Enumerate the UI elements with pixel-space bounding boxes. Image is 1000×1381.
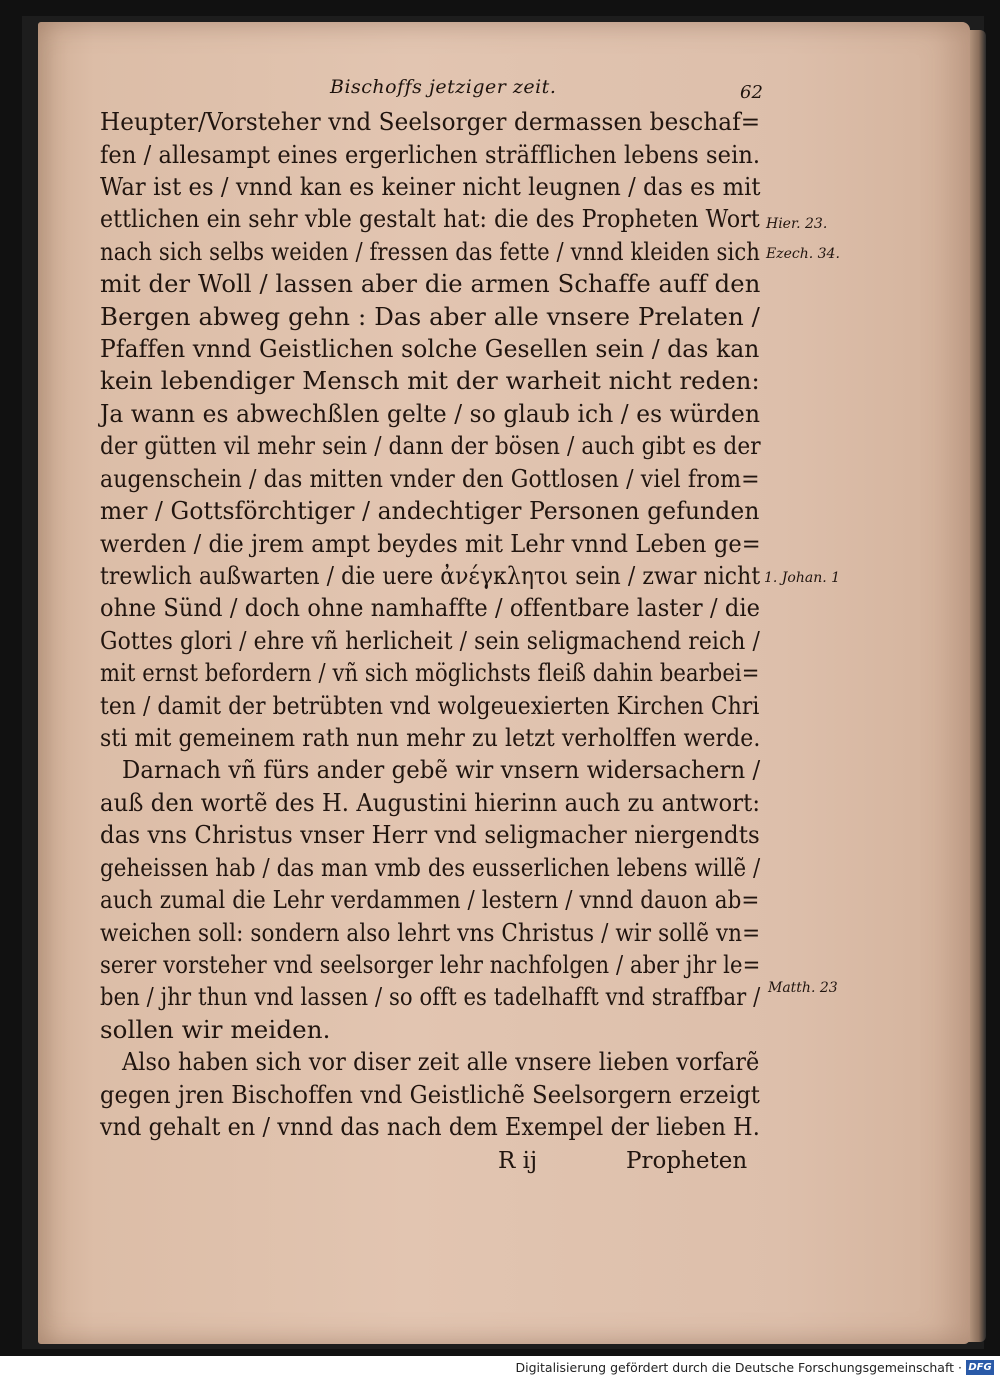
text-line: fen / allesampt eines ergerlichen sträfflichen lebens sein. <box>100 140 761 169</box>
text-line: gegen jren Bischoffen vnd Geistlichẽ Seelsorgern erzeigt <box>100 1080 760 1109</box>
margin-note: Hier. 23. <box>766 216 828 232</box>
text-line: trewlich außwarten / die uere ἀνέγκλητοι sein / zwar nicht <box>100 561 761 590</box>
text-line: das vns Christus vnser Herr vnd seligmacher niergendts <box>100 820 760 849</box>
text-line: auch zumal die Lehr verdammen / lestern / vnnd dauon ab= <box>100 885 760 914</box>
text-line: mit ernst befordern / vñ sich möglichsts fleiß dahin bearbei= <box>100 658 760 687</box>
text-line: Darnach vñ fürs ander gebẽ wir vnsern widersachern / <box>122 755 761 784</box>
margin-note: 1. Johan. 1 <box>764 570 841 586</box>
text-line: sollen wir meiden. <box>100 1015 331 1044</box>
text-line: Bergen abweg gehn : Das aber alle vnsere Prelaten / <box>100 302 761 331</box>
text-line: serer vorsteher vnd seelsorger lehr nachfolgen / aber jhr le= <box>100 950 761 979</box>
text-line: Also haben sich vor diser zeit alle vnsere lieben vorfarẽ <box>122 1047 760 1076</box>
text-line: War ist es / vnnd kan es keiner nicht leugnen / das es mit <box>100 172 761 201</box>
footer-credit: Digitalisierung gefördert durch die Deutsche Forschungsgemeinschaft · <box>515 1360 962 1375</box>
text-line: vnd gehalt en / vnnd das nach dem Exempel der lieben H. <box>100 1112 760 1141</box>
text-line: Heupter/Vorsteher vnd Seelsorger dermassen beschaf= <box>100 107 761 136</box>
text-line: weichen soll: sondern also lehrt vns Christus / wir sollẽ vn= <box>100 918 761 947</box>
footer-bar <box>0 1356 1000 1381</box>
text-line: augenschein / das mitten vnder den Gottlosen / viel from= <box>100 464 760 493</box>
text-line: Gottes glori / ehre vñ herlicheit / sein seligmachend reich / <box>100 626 760 655</box>
text-line: mer / Gottsförchtiger / andechtiger Personen gefunden <box>100 496 760 525</box>
catchword: Propheten <box>626 1148 748 1174</box>
text-line: werden / die jrem ampt beydes mit Lehr vnnd Leben ge= <box>100 529 761 558</box>
text-line: auß den wortẽ des H. Augustini hierinn auch zu antwort: <box>100 788 761 817</box>
margin-note: Matth. 23 <box>768 980 838 996</box>
text-line: nach sich selbs weiden / fressen das fette / vnnd kleiden sich <box>100 237 761 266</box>
text-line: Ja wann es abwechßlen gelte / so glaub ich / es würden <box>100 399 761 428</box>
text-line: Pfaffen vnnd Geistlichen solche Gesellen sein / das kan <box>100 334 760 363</box>
text-line: sti mit gemeinem rath nun mehr zu letzt verholffen werde. <box>100 723 761 752</box>
text-line: mit der Woll / lassen aber die armen Schaffe auff den <box>100 269 761 298</box>
text-line: kein lebendiger Mensch mit der warheit nicht reden: <box>100 366 760 395</box>
signature-mark: R ij <box>498 1148 538 1174</box>
page-number: 62 <box>740 82 763 103</box>
text-line: ohne Sünd / doch ohne namhaffte / offentbare laster / die <box>100 593 761 622</box>
text-line: ettlichen ein sehr vble gestalt hat: die des Propheten Wort <box>100 204 760 233</box>
running-head: Bischoffs jetziger zeit. <box>330 76 557 98</box>
margin-note: Ezech. 34. <box>766 246 840 262</box>
text-line: ben / jhr thun vnd lassen / so offt es tadelhafft vnd straffbar / <box>100 982 761 1011</box>
dfg-logo: DFG <box>966 1360 994 1375</box>
text-line: der gütten vil mehr sein / dann der bösen / auch gibt es der <box>100 431 761 460</box>
text-line: ten / damit der betrübten vnd wolgeuexierten Kirchen Chri <box>100 691 760 720</box>
text-line: geheissen hab / das man vmb des eusserlichen lebens willẽ / <box>100 853 761 882</box>
page-edge <box>968 30 986 1342</box>
